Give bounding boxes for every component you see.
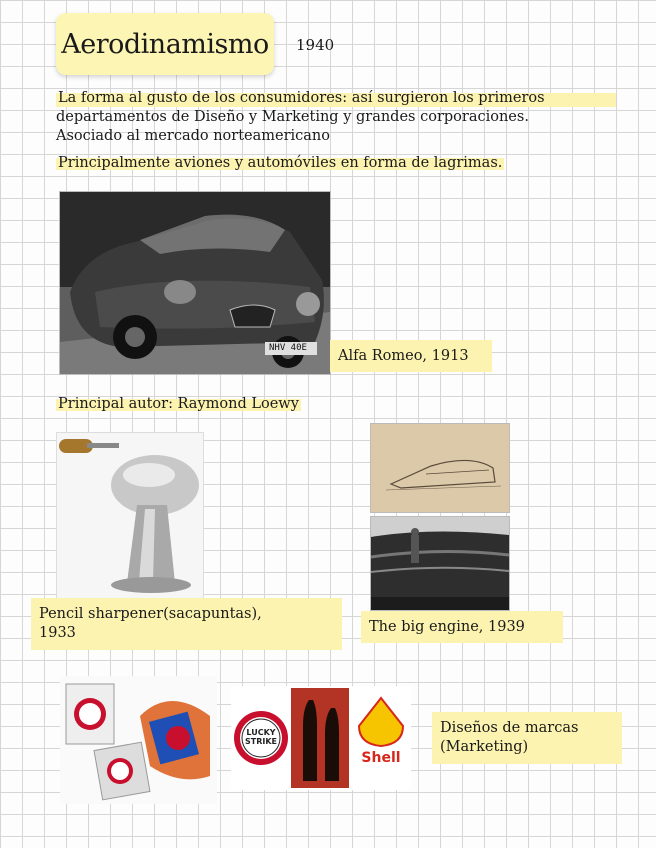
author-line: Principal autor: Raymond Loewy <box>58 396 299 412</box>
shapes-line: Principalmente aviones y automóviles en forma de lagrimas. <box>58 155 503 171</box>
sharpener-photo <box>56 432 204 599</box>
big-engine-illustration <box>371 517 509 610</box>
lucky-strike-packs-photo <box>60 676 217 804</box>
brands-caption-line-2: (Marketing) <box>440 739 529 755</box>
car-caption: Alfa Romeo, 1913 <box>330 340 492 372</box>
car-photo <box>59 191 331 375</box>
engine-caption: The big engine, 1939 <box>361 611 563 643</box>
big-engine-photo <box>370 516 510 611</box>
brands-caption-line-1: Diseños de marcas <box>440 720 579 736</box>
lucky-strike-logo-text: LUCKY STRIKE <box>245 728 278 746</box>
pencil-sharpener-illustration <box>57 433 203 598</box>
lucky-strike-packs-illustration <box>60 676 217 804</box>
train-sketch-illustration <box>371 424 509 512</box>
intro-paragraph <box>56 89 616 146</box>
train-sketch-photo <box>370 423 510 513</box>
page-title <box>56 13 274 75</box>
sharpener-caption-line-1: Pencil sharpener(sacapuntas), <box>39 606 262 622</box>
title-text: Aerodinamismo <box>61 28 269 60</box>
car-plate: NHV 40E <box>269 343 307 353</box>
brand-logos-strip <box>231 686 411 790</box>
intro-line-1: La forma al gusto de los consumidores: así surgieron los primeros <box>56 89 616 108</box>
year-label: 1940 <box>296 36 335 54</box>
intro-line-2: departamentos de Diseño y Marketing y grandes corporaciones. <box>56 109 529 125</box>
sharpener-caption-line-2: 1933 <box>39 625 76 641</box>
sharpener-caption <box>31 598 342 650</box>
shell-logo-text: Shell <box>361 750 401 766</box>
intro-line-3: Asociado al mercado norteamericano <box>56 128 330 144</box>
brands-caption <box>432 712 622 764</box>
